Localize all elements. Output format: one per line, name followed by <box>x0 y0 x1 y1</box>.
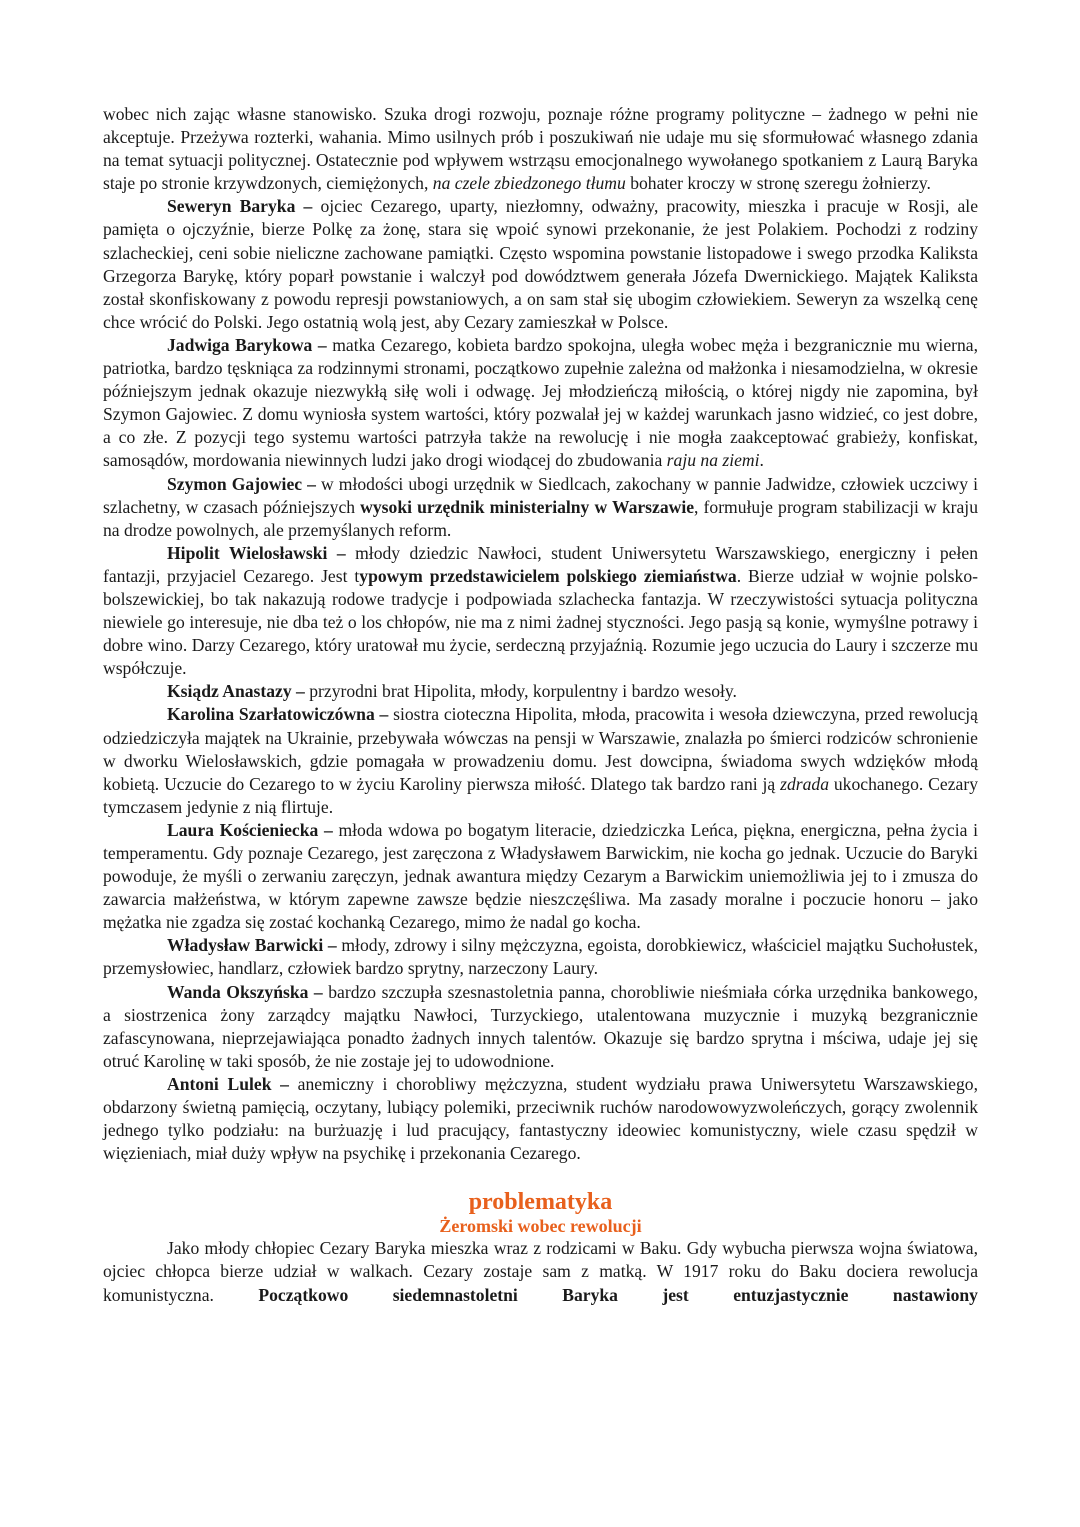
character-name: Seweryn Baryka – <box>167 196 313 217</box>
character-name: Hipolit Wielosławski – <box>167 542 346 563</box>
intro-italic: na czele zbiedzonego tłumu <box>432 173 626 194</box>
character-seweryn: Seweryn Baryka – ojciec Cezarego, uparty, niezłomny, odważny, pracowity, mieszka i pracuje w Rosji, ale pamięta o ojczyźnie, bierze Polkę za żonę, stara się wpoić synowi przekonanie, że jest Polakiem. Pochodzi z rodziny szlacheckiej, ceni sobie nieliczne zachowane pamiątki. Często wspomina powstanie listopadowe i swego przodka Kaliksta Grzegorza Barykę, który poparł powstanie i walczył pod dowództwem generała Józefa Dwernickiego. Majątek Kaliksta został skonfiskowany z powodu represji powstaniowych, a on sam stał się ubogim człowiekiem. Seweryn za wszelką cenę chce wrócić do Polski. Jego ostatnią wolą jest, aby Cezary zamieszkał w Polsce. <box>103 196 979 332</box>
character-name: Jadwiga Barykowa – <box>167 334 327 355</box>
section-paragraph: Jako młody chłopiec Cezary Baryka mieszka wraz z rodzicami w Baku. Gdy wybucha pierwsza wojna światowa, ojciec chłopca bierze udział w walkach. Cezary zostaje sam z matką. W 1917 roku do Baku dociera rewolucja komunistyczna. Początkowo siedemnastoletni Baryka jest entuzjastycznie nastawiony <box>103 1238 978 1305</box>
document-page <box>103 103 978 1307</box>
character-wanda: Wanda Okszyńska – bardzo szczupła szesnastoletnia panna, chorobliwie nieśmiała córka urzędnika bankowego, a siostrzenica żony zarządcy majątku Nawłoci, Turzyckiego, utalentowana muzycznie i muzyką bezgranicznie zafascynowana, nieprzejawiająca ponadto żadnych innych talentów. Okazuje się bardzo sprytna i mściwa, udaje jej się otruć Karolinę w taki sposób, że nie zostaje jej to udowodnione. <box>103 981 979 1071</box>
character-hipolit: Hipolit Wielosławski – młody dziedzic Nawłoci, student Uniwersytetu Warszawskiego, energiczny i pełen fantazji, przyjaciel Cezarego. Jest typowym przedstawicielem polskiego ziemiaństwa. Bierze udział w wojnie polsko-bolszewickiej, bo tak nakazują rodowe tradycje i podpowiada szlachecka fantazja. W rzeczywistości sytuacja polityczna niewiele go interesuje, nie dba też o los chłopów, nie ma z nimi żadnej styczności. Jego pasją są konie, wymyślne potrawy i dobre wino. Darzy Cezarego, który uratował mu życie, serdeczną przyjaźnią. Rozumie jego uczucia do Laury i szczerze mu współczuje. <box>103 542 978 679</box>
character-antoni: Antoni Lulek – anemiczny i chorobliwy mężczyzna, student wydziału prawa Uniwersytetu Warszawskiego, obdarzony świetną pamięcią, oczytany, lubiący polemiki, przeciwnik ruchów narodowowyzwoleńczych, gorący zwolennik jednego tylko podziału: na burżuazję i lud pracujący, fantastyczny ideowiec komunistyczny, wiele czasu spędził w więzieniach, miał duży wpływ na psychikę i przekonania Cezarego. <box>103 1073 978 1164</box>
character-name: Władysław Barwicki – <box>167 935 337 956</box>
character-name: Laura Kościeniecka – <box>167 819 333 840</box>
character-name: Wanda Okszyńska – <box>167 981 323 1002</box>
character-name: Ksiądz Anastazy – <box>167 681 305 702</box>
character-wladyslaw: Władysław Barwicki – młody, zdrowy i silny mężczyzna, egoista, dorobkiewicz, właściciel majątku Suchołustek, przemysłowiec, handlarz, człowiek bardzo sprytny, narzeczony Laury. <box>103 935 978 979</box>
character-jadwiga: Jadwiga Barykowa – matka Cezarego, kobieta bardzo spokojna, uległa wobec męża i bezgranicznie mu wierna, patriotka, bardzo tęskniąca za rodzinnymi stronami, początkowo zupełnie zależna od małżonka i niesamodzielna, w okresie późniejszym jednak okazuje niezwykłą siłę woli i odwagę. Jej młodzieńczą miłością, o której nigdy nie zapomina, był Szymon Gajowiec. Z domu wyniosła system wartości, który pozwalał jej w każdej warunkach jasno widzieć, co jest dobre, a co złe. Z pozycji tego systemu wartości patrzyła także na rewolucję i nie mogła zaakceptować grabieży, konfiskat, samosądów, mordowania niewinnych ludzi jako drogi wiodącej do zbudowania raju na ziemi. <box>103 334 978 471</box>
character-name: Antoni Lulek – <box>167 1073 289 1094</box>
section-subtitle: Żeromski wobec rewolucji <box>439 1216 642 1237</box>
character-name: Karolina Szarłatowiczówna – <box>167 704 389 725</box>
character-karolina: Karolina Szarłatowiczówna – siostra cioteczna Hipolita, młoda, pracowita i wesoła dziewczyna, przed rewolucją odziedziczyła majątek na Ukrainie, przebywała wówczas na pensji w Warszawie, znalazła po śmierci rodziców schronienie w dworku Wielosławskich, gdzie pomagała w prowadzeniu domu. Jest dowcipna, świadoma swych wdzięków młodą kobietą. Uczucie do Cezarego to w życiu Karoliny pierwsza miłość. Dlatego tak bardzo rani ją zdrada ukochanego. Cezary tymczasem jedynie z nią flirtuje. <box>103 704 978 817</box>
section-title: problematyka <box>468 1189 613 1216</box>
character-anastazy: Ksiądz Anastazy – przyrodni brat Hipolita, młody, korpulentny i bardzo wesoły. <box>167 681 737 702</box>
character-szymon: Szymon Gajowiec – w młodości ubogi urzędnik w Siedlcach, zakochany w pannie Jadwidze, człowiek uczciwy i szlachetny, w czasach późniejszych wysoki urzędnik ministerialny w Warszawie, formułuje program stabilizacji w kraju na drodze powolnych, ale przemyślanych reform. <box>103 473 978 540</box>
character-name: Szymon Gajowiec – <box>167 473 316 494</box>
character-laura: Laura Kościeniecka – młoda wdowa po bogatym literacie, dziedziczka Leńca, piękna, energiczna, pełna życia i temperamentu. Gdy poznaje Cezarego, jest zaręczona z Władysławem Barwickim, nie kocha go jednak. Uczucie do Baryki powoduje, że myśli o zerwaniu zaręczyn, jednak awantura między Cezarym a Barwickim uniemożliwia jej to i zmusza do zawarcia małżeństwa, w którym zapewne zawsze będzie nieszczęśliwa. Ma zasady moralne i poczucie honoru – jako mężatka nie zgadza się zostać kochanką Cezarego, mimo że nadal go kocha. <box>103 819 978 933</box>
intro-paragraph: wobec nich zając własne stanowisko. Szuka drogi rozwoju, poznaje różne programy polityczne – żadnego w pełni nie akceptuje. Przeżywa rozterki, wahania. Mimo usilnych prób i poszukiwań nie udaje mu się sformułować własnego zdania na temat sytuacji politycznej. Ostatecznie pod wpływem wstrząsu emocjonalnego wywołanego spotkaniem z Laurą Baryka staje po stronie krzywdzonych, ciemiężonych, na czele zbiedzonego tłumu bohater kroczy w stronę szeregu żołnierzy. <box>103 104 978 194</box>
